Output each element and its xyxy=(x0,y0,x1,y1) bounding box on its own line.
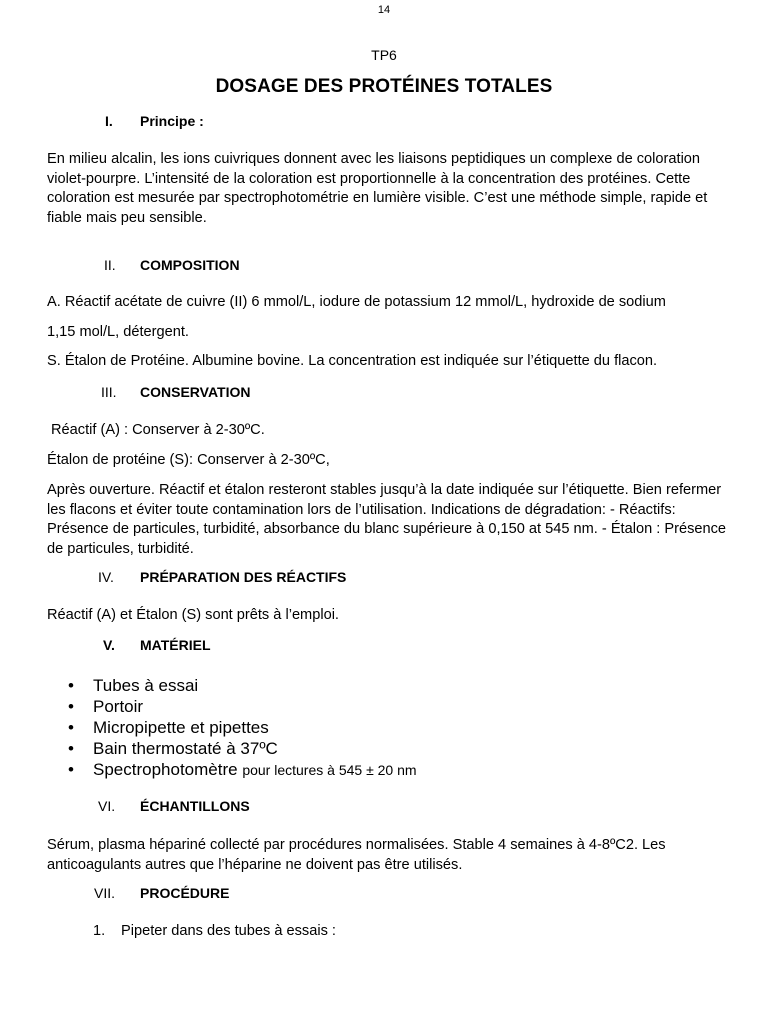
composition-line: 1,15 mol/L, détergent. xyxy=(47,324,189,340)
section-number: III. xyxy=(101,384,117,400)
tp-label: TP6 xyxy=(371,47,397,63)
section-number: IV. xyxy=(98,569,114,585)
section-number: II. xyxy=(104,257,116,273)
list-item: • Spectrophotomètre pour lectures à 545 ± 20 nm xyxy=(68,759,417,781)
section-label: ÉCHANTILLONS xyxy=(140,798,250,814)
section-number: VI. xyxy=(98,798,116,814)
section-number: I. xyxy=(105,113,113,129)
conservation-paragraph: Après ouverture. Réactif et étalon resteront stables jusqu’à la date indiquée sur l’étiquette. Bien refermer les flacons et éviter toute contamination lors de l’utilisation. Indications de dégradation: - Réactifs: Présence de particules, turbidité, absorbance du blanc supérieure à 0,150 at 545 nm. - Étalon : Présence de particules, turbidité. xyxy=(47,482,727,557)
section-label: CONSERVATION xyxy=(140,384,251,400)
conservation-etalon: Étalon de protéine (S): Conserver à 2-30ºC, xyxy=(47,452,330,468)
list-item: • Tubes à essai xyxy=(68,675,417,696)
principe-paragraph: En milieu alcalin, les ions cuivriques donnent avec les liaisons peptidiques un complexe de coloration violet-pourpre. L’intensité de la coloration est proportionnelle à la concentration des protéines. Cette coloration est mesurée par spectrophotométrie en lumière visible. C’est une méthode simple, rapide et fiable mais peu sensible. xyxy=(47,151,708,226)
section-label: PRÉPARATION DES RÉACTIFS xyxy=(140,569,347,585)
page-title: DOSAGE DES PROTÉINES TOTALES xyxy=(215,76,553,97)
section-number: V. xyxy=(103,637,115,653)
list-item: • Portoir xyxy=(68,696,417,717)
echantillons-paragraph: Sérum, plasma hépariné collecté par procédures normalisées. Stable 4 semaines à 4-8ºC2. Les anticoagulants autres que l’héparine ne doivent pas être utilisés. xyxy=(47,837,666,873)
section-label: MATÉRIEL xyxy=(140,637,211,653)
composition-line: S. Étalon de Protéine. Albumine bovine. La concentration est indiquée sur l’étiquette du flacon. xyxy=(47,353,658,369)
conservation-reactif: Réactif (A) : Conserver à 2-30ºC. xyxy=(51,422,265,438)
composition-line: A. Réactif acétate de cuivre (II) 6 mmol/L, iodure de potassium 12 mmol/L, hydroxide de sodium xyxy=(47,294,666,310)
materiel-suffix: pour lectures à 545 ± 20 nm xyxy=(242,762,417,778)
preparation-text: Réactif (A) et Étalon (S) sont prêts à l’emploi. xyxy=(47,607,339,623)
page-number: 14 xyxy=(377,4,391,16)
materiel-list xyxy=(68,675,417,781)
step-text: Pipeter dans des tubes à essais : xyxy=(121,923,336,939)
section-label: COMPOSITION xyxy=(140,257,240,273)
section-label: PROCÉDURE xyxy=(140,885,230,901)
list-item: • Micropipette et pipettes xyxy=(68,717,417,738)
section-number: VII. xyxy=(94,885,116,901)
section-label: Principe : xyxy=(140,113,204,129)
list-item: • Bain thermostaté à 37ºC xyxy=(68,738,417,759)
step-number: 1. xyxy=(93,923,106,939)
procedure-step xyxy=(93,923,336,939)
